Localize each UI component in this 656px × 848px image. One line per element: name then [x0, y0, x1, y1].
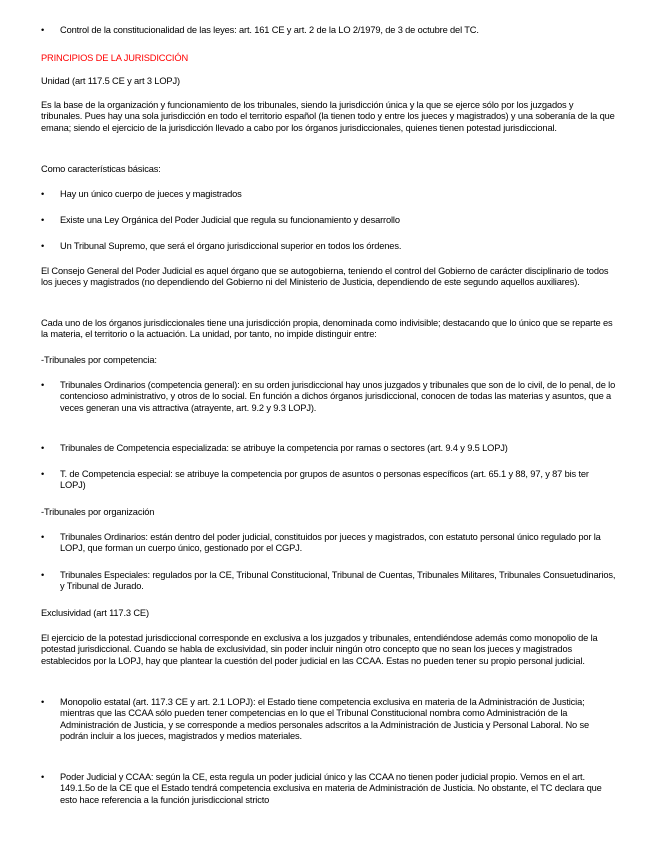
section-title-exclusividad: Exclusividad (art 117.3 CE) — [41, 608, 149, 618]
section-title-organizacion: -Tribunales por organización — [41, 507, 155, 517]
bullet-marker: • — [41, 469, 45, 479]
bullet-marker: • — [41, 532, 45, 542]
heading-principios: PRINCIPIOS DE LA JURISDICCIÓN — [41, 53, 189, 63]
section-title-competencia: -Tribunales por competencia: — [41, 355, 157, 365]
paragraph-unidad: Es la base de la organización y funcionamiento de los tribunales, siendo la jurisdicción única y la que se ejerce sólo por los juzgados y tribunales. Pues hay una sola jurisdicción en todo el territorio español (la tienen todo y entre los jueces y magistrados) y una soberanía de la que emana; siendo el ejercicio de la jurisdicción llevado a cabo por los órganos jurisdiccionales, quienes tienen potestad jurisdiccional. — [41, 100, 615, 133]
paragraph-exclusividad: El ejercicio de la potestad jurisdiccional corresponde en exclusiva a los juzgados y tribunales, entendiéndose además como monopolio de la potestad jurisdiccional. Cuando se habla de exclusividad, sin poder incluir ningún otro concepto que no sean los jueces y magistrados establecidos por la LOPJ, hay que plantear la cuestión del poder judicial en las CCAA. Estas no pueden tener su propio personal judicial. — [41, 633, 598, 666]
bullet-text: Control de la constitucionalidad de las leyes: art. 161 CE y art. 2 de la LO 2/1979, de 3 de octubre del TC. — [60, 25, 479, 35]
paragraph-cgpj: El Consejo General del Poder Judicial es aquel órgano que se autogobierna, teniendo el control del Gobierno de carácter disciplinario de todos los jueces y magistrados (no dependiendo del Gobierno ni del Ministerio de Justicia, dependiendo de este segundo aquellos auxiliares). — [41, 266, 609, 288]
caracteristicas-label: Como características básicas: — [41, 164, 161, 174]
bullet-marker: • — [41, 215, 45, 225]
bullet-marker: • — [41, 697, 45, 707]
bullet-text: Monopolio estatal (art. 117.3 CE y art. 2.1 LOPJ): el Estado tiene competencia exclusiva en materia de la Administración de Justicia; mientras que las CCAA sólo pueden tener competencias en lo que el Tribunal Constitucional nombra como Administración de la Administración de Justicia, y se corresponde a medios personales adscritos a la Administración de Justicia y Personal Laboral. No se podrán incluir a los jueces, magistrados y medios materiales. — [60, 697, 589, 742]
bullet-text: T. de Competencia especial: se atribuye la competencia por grupos de asuntos o personas específicos (art. 65.1 y 88, 97, y 87 bis ter LOPJ) — [60, 469, 589, 491]
bullet-text: Un Tribunal Supremo, que será el órgano jurisdiccional superior en todos los órdenes. — [60, 241, 402, 251]
bullet-text: Tribunales Ordinarios: están dentro del poder judicial, constituidos por jueces y magistrados, con estatuto personal único regulado por la LOPJ, que forman un cuerpo único, gestionado por el CGPJ. — [60, 532, 601, 554]
bullet-text: Tribunales Especiales: regulados por la CE, Tribunal Constitucional, Tribunal de Cuentas, Tribunales Militares, Tribunales Consuetudinarios, y Tribunal de Jurado. — [60, 570, 616, 592]
paragraph-cada-organo: Cada uno de los órganos jurisdiccionales tiene una jurisdicción propia, denominada como indivisible; destacando que lo único que se reparte es la materia, el territorio o la actuación. La unidad, por tanto, no impide distinguir entre: — [41, 318, 613, 340]
bullet-text: Tribunales de Competencia especializada: se atribuye la competencia por ramas o sectores (art. 9.4 y 9.5 LOPJ) — [60, 443, 508, 453]
bullet-text: Existe una Ley Orgánica del Poder Judicial que regula su funcionamiento y desarrollo — [60, 215, 400, 225]
bullet-marker: • — [41, 570, 45, 580]
bullet-marker: • — [41, 443, 45, 453]
bullet-marker: • — [41, 772, 45, 782]
bullet-marker: • — [41, 189, 45, 199]
bullet-marker: • — [41, 241, 45, 251]
bullet-text: Poder Judicial y CCAA: según la CE, esta regula un poder judicial único y las CCAA no tienen poder judicial propio. Vemos en el art. 149.1.5o de la CE que el Estado tendrá competencia exclusiva en materia de Administración de Justicia. No obstante, el TC declara que esto hace referencia a la función jurisdiccional stricto — [60, 772, 602, 805]
bullet-text: Tribunales Ordinarios (competencia general): en su orden jurisdiccional hay unos juzgados y tribunales que son de lo civil, de lo penal, de lo contencioso administrativo, y otros de lo social. En función a dichos órganos jurisdiccional, conocen de todas las materias y asuntos, que a veces generan una vis attractiva (atrayente, art. 9.2 y 9.3 LOPJ). — [60, 380, 616, 413]
bullet-text: Hay un único cuerpo de jueces y magistrados — [60, 189, 242, 199]
bullet-marker: • — [41, 380, 45, 390]
bullet-marker: • — [41, 25, 45, 35]
section-title-unidad: Unidad (art 117.5 CE y art 3 LOPJ) — [41, 76, 180, 86]
